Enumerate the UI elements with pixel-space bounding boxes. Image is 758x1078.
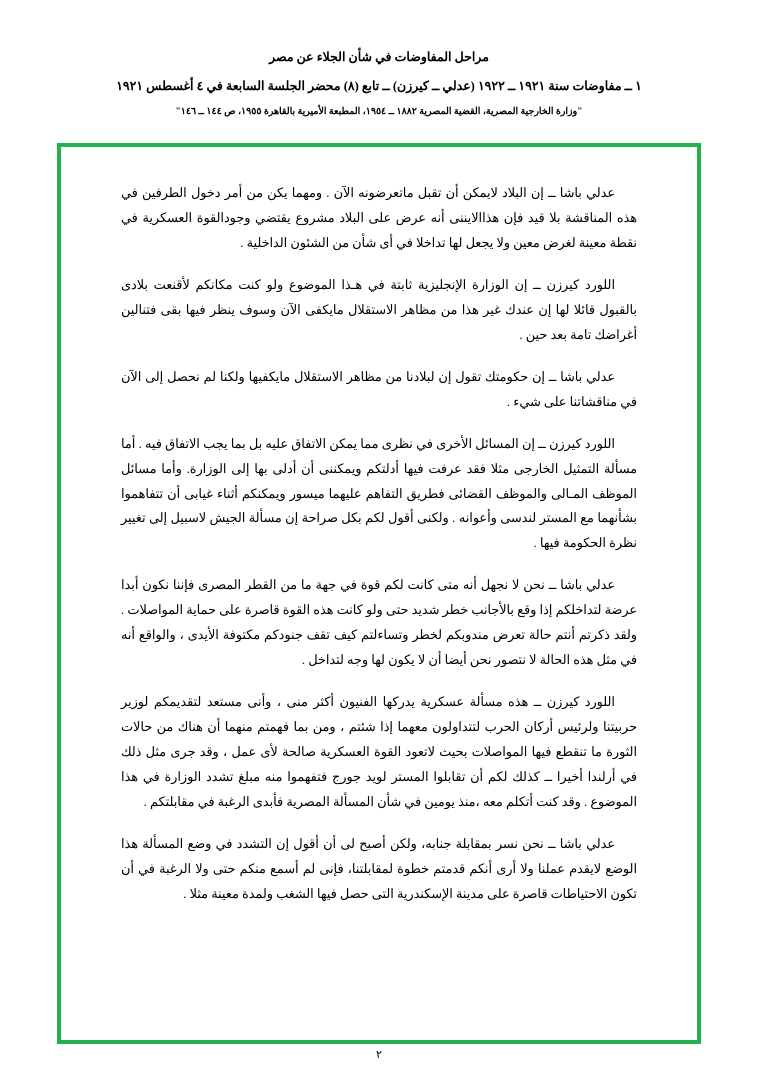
page-subtitle: ١ ــ مفاوضات سنة ١٩٢١ ــ ١٩٢٢ (عدلي ــ كيرزن) ــ تابع (٨) محضر الجلسة السابعة في ٤ أغسطس ١٩٢١ [116,78,642,93]
body-text [121,181,637,1020]
source-citation: "وزارة الخارجية المصرية، القضية المصرية ١٨٨٢ ــ ١٩٥٤، المطبعة الأميرية بالقاهرة ١٩٥٥، ص ١٤٤ ــ ١٤٦" [175,106,583,117]
paragraph: اللورد كيرزن ــ إن المسائل الأخرى في نظرى مما يمكن الاتفاق عليه بل بما يجب الاتفاق فيه . أما مسألة التمثيل الخارجى مثلا فقد عرفت فيها أدلتكم ويمكننى أن أدلى بها إلى الوزارة. وأما مسائل الموظف المـالى والموظف القضائى فطريق التفاهم عليهما ميسور ويمكنكم أثناء غيابى أن تتفاهموا بشأنهما مع المستر لندسى وأعوانه . ولكنى أقول لكم بكل صراحة إن مسألة الجيش لاسبيل إلى تغيير نظرة الحكومة فيها . [121,436,637,551]
paragraph: اللورد كيرزن ــ هذه مسألة عسكرية يدركها الفنيون أكثر منى ، وأنى مستعد لتقديمكم لوزير حربيتنا ولرئيس أركان الحرب لتتداولون معهما إذا شئتم ، ومن بما فهمتم منهما أن هناك من حالات الثورة ما تنقطع فيها المواصلات بحيث لاتعود القوة العسكرية صالحة لأى عمل ، وقد جرى مثل ذلك في أرلندا أخيرا ــ كذلك لكم أن تقابلوا المستر لويد جورج فتفهموا منه مبلغ تشدد الوزارة في هذا الموضوع . وقد كنت أتكلم معه ،منذ يومين في شأن المسألة المصرية فأبدى الرغبة في مقابلتكم . [121,695,637,810]
paragraph: اللورد كيرزن ــ إن الوزارة الإنجليزية ثابتة في هـذا الموضوع ولو كنت مكانكم لأقنعت بلادى بالقبول قائلا لها إن عندك غير هذا من مظاهر الاستقلال مايكفى الآن وسوف ينظر فيها بقى فتنالين أغراضك تامة بعد حين . [121,277,637,342]
paragraph: عدلي باشا ــ إن البلاد لايمكن أن تقبل ماتعرضونه الآن . ومهما يكن من أمر دخول الطرفين في هذه المناقشة بلا قيد فإن هذاالايننى أنه عرض على البلاد مشروع يقتضي وجودالقوة العسكرية في نقطة معينة لغرض معين ولا يجعل لها تداخلا في أى شأن من الشئون الداخلية . [121,186,637,250]
page-title: مراحل المفاوضات في شأن الجلاء عن مصر [269,50,489,64]
paragraph: عدلي باشا ــ نحن نسر بمقابلة جنابه، ولكن أصبح لى أن أقول إن التشدد في وضع المسألة هذا الوضع لايقدم عملنا ولا أرى أنكم قدمتم خطوة لمقابلتنا، فإنى لم أسمع منكم حتى ولا الرغبة في أن تكون الاحتياطات قاصرة على مدينة الإسكندرية التى حصل فيها الشغب ولمدة معينة مثلا . [121,836,637,901]
paragraph: عدلي باشا ــ نحن لا نجهل أنه متى كانت لكم قوة في جهة ما من القطر المصرى فإننا نكون أبدا عرضة لتداخلكم إذا وقع بالأجانب خطر شديد حتى ولو كانت هذه القوة قاصرة على حماية المواصلات . ولقد ذكرتم أنتم حالة تعرض مندوبكم لخطر وتساءلتم كيف تقف جنودكم مكتوفة الأيدى ، والواقع أنه في مثل هذه الحالة لا نتصور نحن أيضا أن لا يكون لها وجه لتداخل . [121,578,637,668]
content-frame [57,143,701,1044]
paragraph: عدلي باشا ــ إن حكومتك تقول إن لبلادنا من مظاهر الاستقلال مايكفيها ولكنا لم نحصل إلى الآن في مناقشاتنا على شيء . [121,369,637,409]
page-number: ٢ [376,1049,382,1061]
document-header [0,0,758,119]
